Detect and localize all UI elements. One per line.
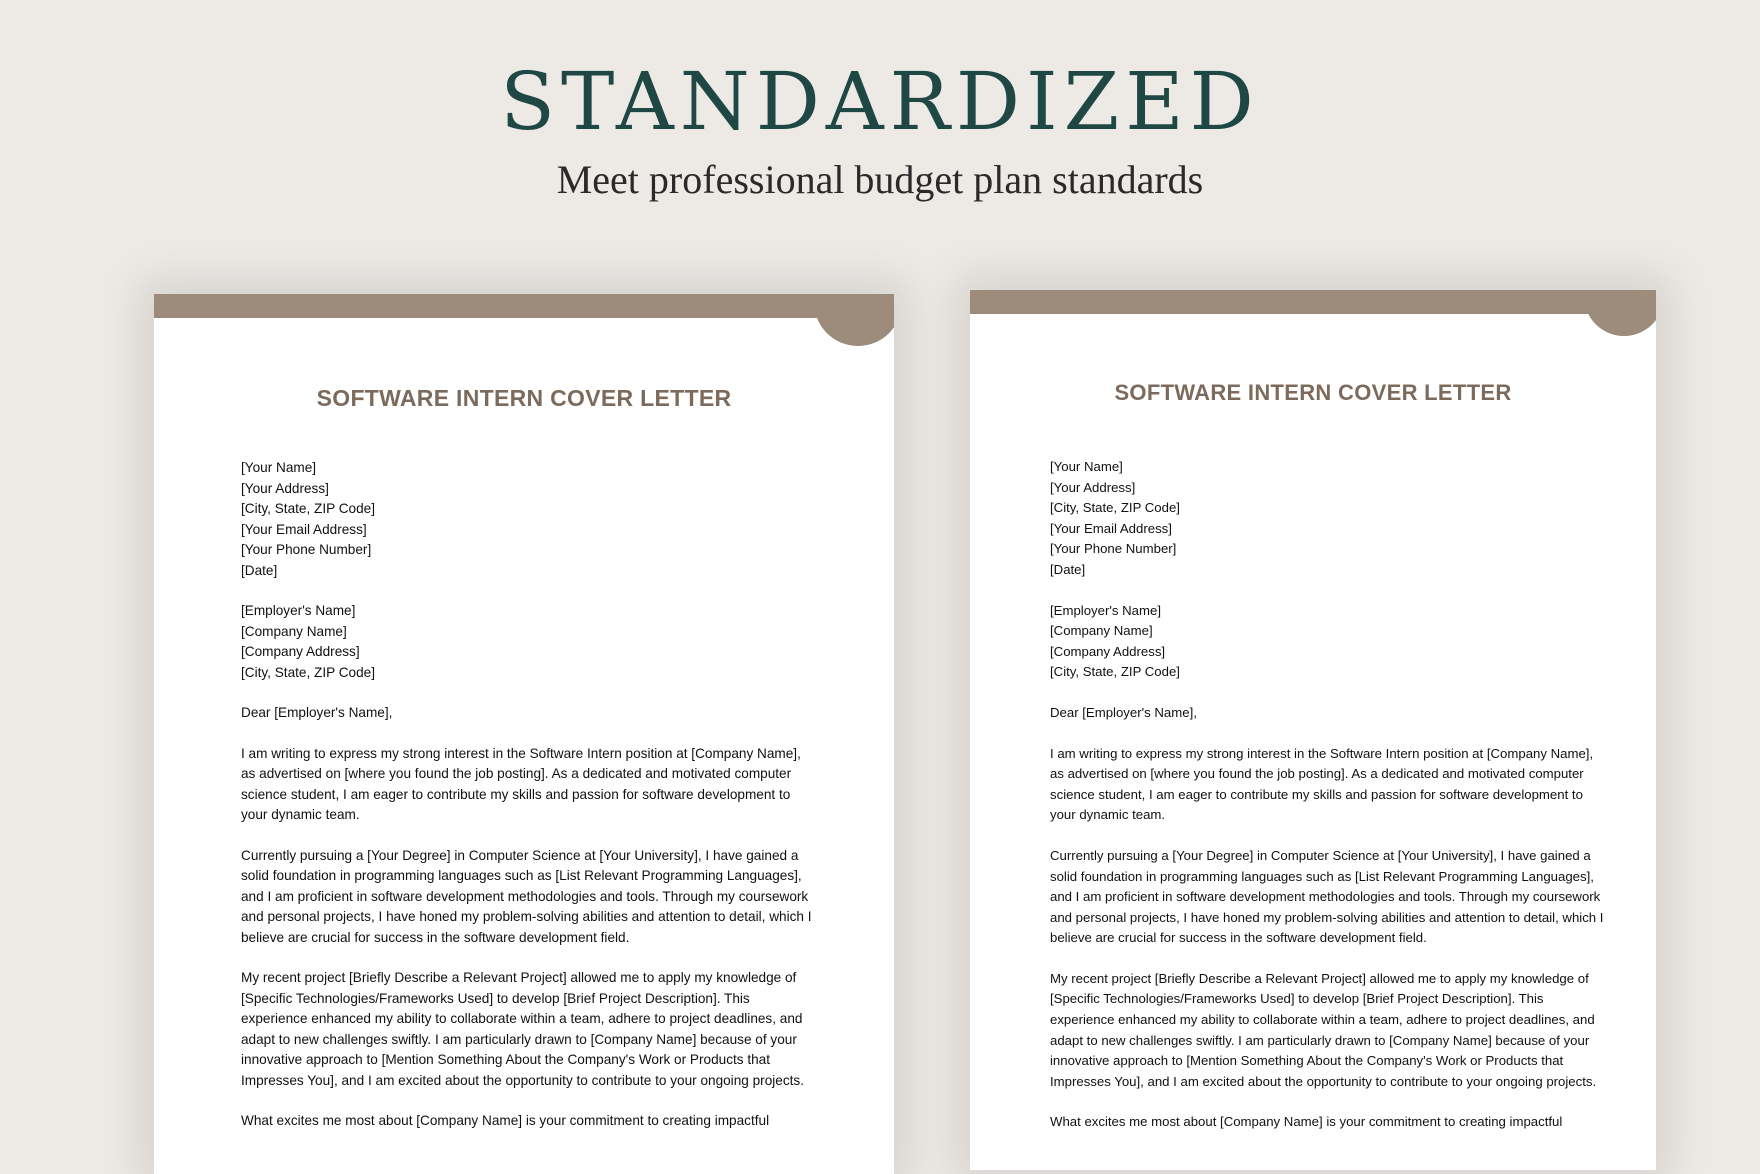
sender-line: [Your Email Address] (1050, 520, 1172, 536)
sender-line: [Your Address] (241, 480, 329, 496)
paragraph-2-line: and I am proficient in software development methodologies and tools. Through my coursework (1050, 889, 1601, 905)
sender-line: [Your Phone Number] (1050, 541, 1177, 557)
paragraph-1-line: as advertised on [where you found the job posting]. As a dedicated and motivated computer (1050, 766, 1584, 782)
recipient-line: [Company Name] (1050, 623, 1153, 639)
paragraph-1-line: your dynamic team. (1050, 807, 1166, 823)
paragraph-3-line: [Specific Technologies/Frameworks Used] to develop [Brief Project Description]. This (1050, 991, 1544, 1007)
salutation: Dear [Employer's Name], (1050, 704, 1197, 720)
paragraph-1-line: I am writing to express my strong interest in the Software Intern position at [Company Name], (1050, 745, 1594, 761)
paragraph-3-line: experience enhanced my ability to collaborate within a team, adhere to project deadlines, and (241, 1011, 803, 1026)
paragraph-3-line: Impresses You], and I am excited about the opportunity to contribute to your ongoing projects. (1050, 1073, 1597, 1089)
recipient-line: [Company Address] (1050, 643, 1166, 659)
letter-body (1050, 457, 1603, 1133)
document-title: SOFTWARE INTERN COVER LETTER (1114, 380, 1512, 405)
sender-line: [Your Email Address] (241, 521, 367, 537)
paragraph-1-line: your dynamic team. (241, 807, 360, 822)
hero-subheadline: Meet professional budget plan standards (556, 157, 1204, 202)
header-band (970, 290, 1656, 314)
paragraph-2-line: solid foundation in programming languages such as [List Relevant Programming Languages], (241, 868, 802, 883)
paragraph-2-line: Currently pursuing a [Your Degree] in Computer Science at [Your University], I have gained a (1050, 847, 1591, 863)
recipient-line: [Company Address] (241, 644, 360, 659)
paragraph-1-line: I am writing to express my strong interest in the Software Intern position at [Company Name], (241, 745, 801, 761)
paragraph-3-line: My recent project [Briefly Describe a Relevant Project] allowed me to apply my knowledge of (241, 970, 797, 985)
sender-line: [Your Name] (1050, 459, 1123, 474)
paragraph-2-line: believe are crucial for success in the software development field. (241, 929, 630, 945)
paragraph-2-line: and personal projects, I have honed my problem-solving abilities and attention to detail, which I (241, 909, 812, 924)
salutation: Dear [Employer's Name], (241, 705, 393, 720)
sender-line: [Your Address] (1050, 479, 1136, 495)
sender-line: [City, State, ZIP Code] (241, 501, 375, 516)
header-band (154, 294, 894, 318)
paragraph-2-line: solid foundation in programming languages such as [List Relevant Programming Languages], (1050, 868, 1594, 884)
hero-headline: STANDARDIZED (500, 55, 1260, 148)
recipient-line: [City, State, ZIP Code] (241, 664, 375, 680)
sender-line: [City, State, ZIP Code] (1050, 500, 1180, 516)
letter-page-left (154, 294, 894, 1174)
letter-body (241, 458, 812, 1132)
sender-line: [Your Name] (241, 460, 317, 475)
paragraph-3-line: innovative approach to [Mention Something About the Company's Work or Products that (1050, 1053, 1564, 1069)
paragraph-3-line: innovative approach to [Mention Something About the Company's Work or Products that (241, 1052, 771, 1067)
paragraph-3-line: adapt to new challenges swiftly. I am particularly drawn to [Company Name] because of your (1050, 1032, 1590, 1048)
recipient-line: [Employer's Name] (241, 603, 356, 618)
recipient-line: [Employer's Name] (1050, 602, 1161, 618)
letter-page-right (970, 290, 1656, 1170)
paragraph-2-line: Currently pursuing a [Your Degree] in Computer Science at [Your University], I have gained a (241, 847, 799, 863)
paragraph-3-line: [Specific Technologies/Frameworks Used] to develop [Brief Project Description]. This (241, 990, 750, 1006)
paragraph-1-line: science student, I am eager to contribute my skills and passion for software development to (241, 786, 791, 802)
paragraph-3-line: Impresses You], and I am excited about the opportunity to contribute to your ongoing projects. (241, 1072, 804, 1088)
paragraph-1-line: as advertised on [where you found the job posting]. As a dedicated and motivated computer (241, 766, 792, 781)
sender-line: [Your Phone Number] (241, 542, 372, 557)
corner-accent (1584, 290, 1656, 336)
paragraph-3-line: experience enhanced my ability to collaborate within a team, adhere to project deadlines, and (1050, 1012, 1595, 1028)
sender-line: [Date] (241, 562, 278, 578)
paragraph-4-line: What excites me most about [Company Name] is your commitment to creating impactful (241, 1113, 770, 1128)
document-title: SOFTWARE INTERN COVER LETTER (316, 385, 732, 411)
paragraph-1-line: science student, I am eager to contribute my skills and passion for software development to (1050, 786, 1583, 802)
paragraph-2-line: believe are crucial for success in the software development field. (1050, 930, 1427, 946)
paragraph-4-line: What excites me most about [Company Name] is your commitment to creating impactful (1050, 1114, 1563, 1130)
recipient-line: [Company Name] (241, 623, 347, 639)
paragraph-2-line: and personal projects, I have honed my problem-solving abilities and attention to detail, which I (1050, 909, 1604, 925)
paragraph-2-line: and I am proficient in software development methodologies and tools. Through my coursework (241, 888, 809, 904)
sender-line: [Date] (1050, 561, 1086, 577)
paragraph-3-line: adapt to new challenges swiftly. I am particularly drawn to [Company Name] because of your (241, 1031, 797, 1047)
corner-accent (814, 294, 894, 346)
paragraph-3-line: My recent project [Briefly Describe a Relevant Project] allowed me to apply my knowledge of (1050, 970, 1589, 986)
recipient-line: [City, State, ZIP Code] (1050, 664, 1180, 680)
